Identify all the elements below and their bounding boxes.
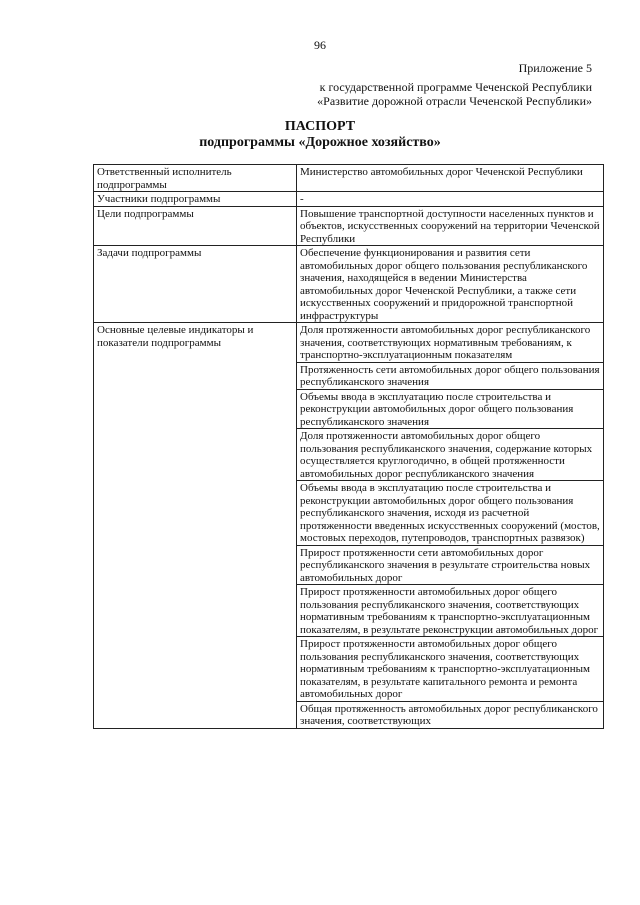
row-label: Участники подпрограммы — [94, 192, 297, 207]
page-number: 96 — [314, 38, 326, 52]
indicator-item: Доля протяженности автомобильных дорог общего пользования республиканского значения, содержание которых осуществляется круглогодично, в общей протяженности автомобильных дорог республиканского значения — [297, 428, 603, 480]
indicator-item: Прирост протяженности автомобильных дорог общего пользования республиканского значения, соответствующих нормативным требованиям к транспортно-эксплуатационным показателям, в результате реконструкции автомобильных дорог — [297, 584, 603, 636]
passport-table — [93, 164, 604, 729]
indicator-item: Прирост протяженности сети автомобильных дорог республиканского значения в результате строительства новых автомобильных дорог — [297, 545, 603, 585]
indicator-item: Объемы ввода в эксплуатацию после строительства и реконструкции автомобильных дорог общего пользования республиканского значения — [297, 389, 603, 429]
document-title — [0, 119, 640, 151]
appendix-ref-line2: «Развитие дорожной отрасли Чеченской Республики» — [317, 94, 592, 108]
indicators-list — [297, 323, 604, 729]
row-label: Цели подпрограммы — [94, 206, 297, 246]
row-value: Министерство автомобильных дорог Чеченской Республики — [297, 165, 604, 192]
indicator-item: Общая протяженность автомобильных дорог республиканского значения, соответствующих — [297, 701, 603, 728]
row-label: Задачи подпрограммы — [94, 246, 297, 323]
row-value: Повышение транспортной доступности населенных пунктов и объектов, искусственных сооружений на территории Чеченской Республики — [297, 206, 604, 246]
appendix-ref-line1: к государственной программе Чеченской Республики — [319, 80, 592, 94]
row-value: Обеспечение функционирования и развития сети автомобильных дорог общего пользования республиканского значения, находящейся в ведении Министерства автомобильных дорог Чеченской Республики, а также сети искусственных сооружений и придорожной транспортной инфраструктуры — [297, 246, 604, 323]
appendix-label: Приложение 5 — [518, 61, 592, 75]
table-row — [94, 246, 604, 323]
row-label: Ответственный исполнитель подпрограммы — [94, 165, 297, 192]
title-line1: ПАСПОРТ — [284, 119, 356, 134]
table-row — [94, 192, 604, 207]
indicator-item: Протяженность сети автомобильных дорог общего пользования республиканского значения — [297, 362, 603, 389]
row-value: - — [297, 192, 604, 207]
title-line2: подпрограммы «Дорожное хозяйство» — [199, 135, 441, 150]
appendix-reference — [232, 80, 592, 108]
table-row — [94, 165, 604, 192]
indicators-label: Основные целевые индикаторы и показатели подпрограммы — [94, 323, 297, 729]
table-row — [94, 323, 604, 729]
indicator-item: Объемы ввода в эксплуатацию после строительства и реконструкции автомобильных дорог общего пользования республиканского значения, исходя из расчетной протяженности введенных искусственных сооружений (мостов, мостовых переходов, путепроводов, транспортных развязок) — [297, 480, 603, 545]
table-row — [94, 206, 604, 246]
indicator-item: Прирост протяженности автомобильных дорог общего пользования республиканского значения, соответствующих нормативным требованиям к транспортно-эксплуатационным показателям, в результате капитального ремонта и ремонта автомобильных дорог — [297, 636, 603, 701]
indicator-item: Доля протяженности автомобильных дорог республиканского значения, соответствующих нормативным требованиям, к транспортно-эксплуатационным показателям — [300, 324, 591, 361]
